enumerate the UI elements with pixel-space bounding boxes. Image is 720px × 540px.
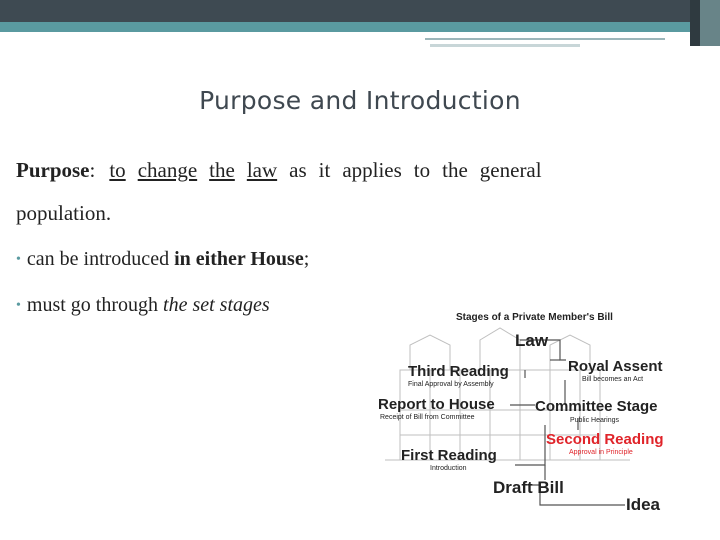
bill-stages-svg (370, 300, 700, 530)
purpose-word: change (137, 158, 198, 182)
bullet-bold-text: in either House (174, 248, 304, 270)
bullet-item (16, 294, 270, 317)
purpose-colon: : (89, 158, 96, 182)
stage-draft-bill: Draft Bill (493, 478, 564, 497)
stage-royal-assent: Royal Assent (568, 358, 663, 375)
header-rule (425, 38, 665, 40)
stage-report-to-house-sub: Receipt of Bill from Committee (380, 414, 475, 421)
stage-committee-stage: Committee Stage (535, 398, 658, 415)
purpose-word: it (318, 158, 331, 182)
bullet-italic-text: the set stages (163, 294, 270, 316)
bullet-dot-icon: • (16, 298, 21, 313)
purpose-word: general (479, 158, 542, 182)
purpose-label: Purpose (16, 158, 90, 182)
bullet-text: must go through (26, 294, 164, 316)
purpose-line (16, 156, 671, 184)
stage-second-reading: Second Reading (546, 431, 664, 448)
purpose-word: to (413, 158, 431, 182)
stage-report-to-house: Report to House (378, 396, 495, 413)
purpose-word: the (442, 158, 468, 182)
bullet-item (16, 248, 309, 271)
diagram-heading: Stages of a Private Member's Bill (456, 312, 613, 323)
top-banner (0, 0, 720, 22)
bill-stages-diagram (370, 300, 700, 530)
purpose-word: to (109, 158, 126, 182)
stage-law: Law (515, 331, 549, 350)
stage-committee-stage-sub: Public Hearings (570, 417, 620, 424)
top-banner-accent (0, 22, 720, 32)
corner-decoration-light (700, 0, 720, 46)
bullet-tail: ; (303, 248, 310, 270)
stage-first-reading-sub: Introduction (430, 465, 467, 472)
purpose-word: the (209, 158, 235, 182)
bullet-dot-icon: • (16, 252, 21, 267)
slide-title: Purpose and Introduction (199, 86, 521, 115)
header-rule-secondary (430, 44, 580, 47)
stage-first-reading: First Reading (401, 447, 497, 464)
stage-second-reading-sub: Approval in Principle (569, 449, 633, 456)
stage-idea: Idea (626, 495, 661, 514)
stage-third-reading: Third Reading (408, 363, 509, 380)
purpose-continuation: population. (16, 201, 112, 225)
stage-third-reading-sub: Final Approval by Assembly (408, 381, 494, 388)
purpose-word: as (289, 158, 307, 182)
purpose-word: law (246, 158, 278, 182)
purpose-word: applies (342, 158, 402, 182)
bullet-text: can be introduced (26, 248, 175, 270)
stage-royal-assent-sub: Bill becomes an Act (582, 376, 644, 383)
